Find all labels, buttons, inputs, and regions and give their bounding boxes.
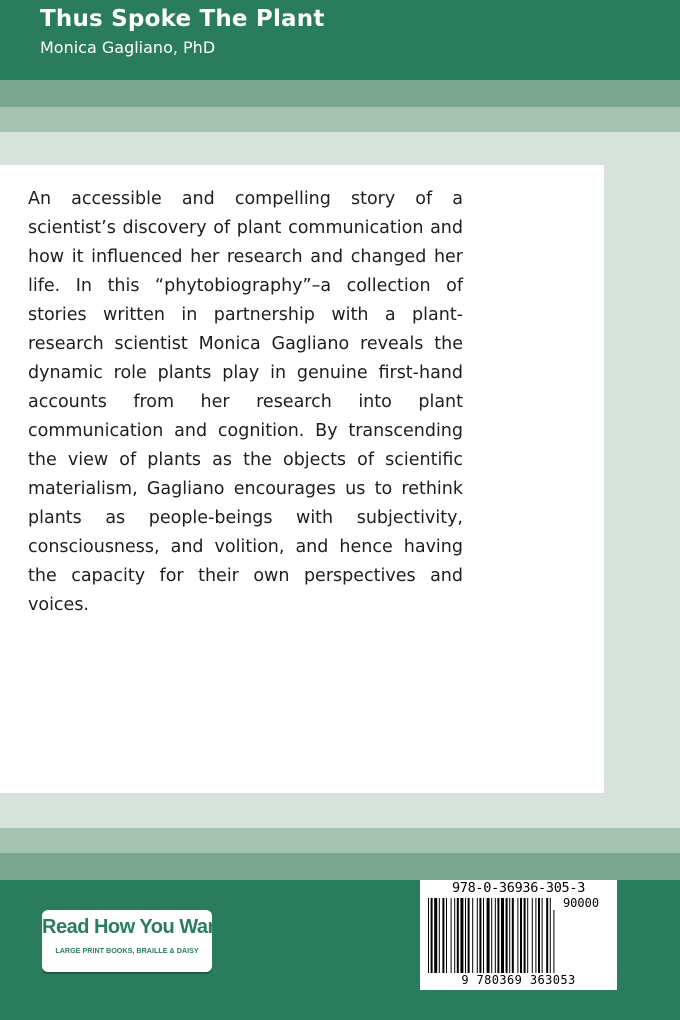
decorative-band-top-light [0, 107, 680, 132]
book-blurb: An accessible and compelling story of a scientist’s discovery of plant communication and how it influenced her research and changed her life. In this “phytobiography”–a collection of stories written in partnership with a plant-research scientist Monica Gagliano reveals the dynamic role plants play in genuine first-hand accounts from her research into plant communication and cognition. By transcending the view of plants as the objects of scientific materialism, Gagliano encourages us to rethink plants as people-beings with subjectivity, consciousness, and volition, and hence having the capacity for their own perspectives and voices. [28, 189, 463, 615]
decorative-band-bottom-light [0, 828, 680, 853]
isbn-number: 978-0-36936-305-3 [451, 880, 586, 896]
decorative-band-bottom-dark [0, 853, 680, 880]
barcode-box [420, 880, 617, 990]
decorative-band-top-dark [0, 80, 680, 107]
barcode-price-code: 90000 [551, 896, 611, 910]
publisher-logo-text: Read How You Want [42, 916, 226, 938]
barcode-icon [426, 898, 611, 978]
book-author: Monica Gagliano, PhD [40, 38, 216, 57]
publisher-logo-subtext: LARGE PRINT BOOKS, BRAILLE & DAISY [55, 946, 199, 955]
cover-header [0, 0, 680, 80]
publisher-logo [42, 910, 226, 972]
barcode-ean-digits: 9 780369 363053 [426, 973, 611, 987]
book-title: Thus Spoke The Plant [40, 6, 325, 32]
